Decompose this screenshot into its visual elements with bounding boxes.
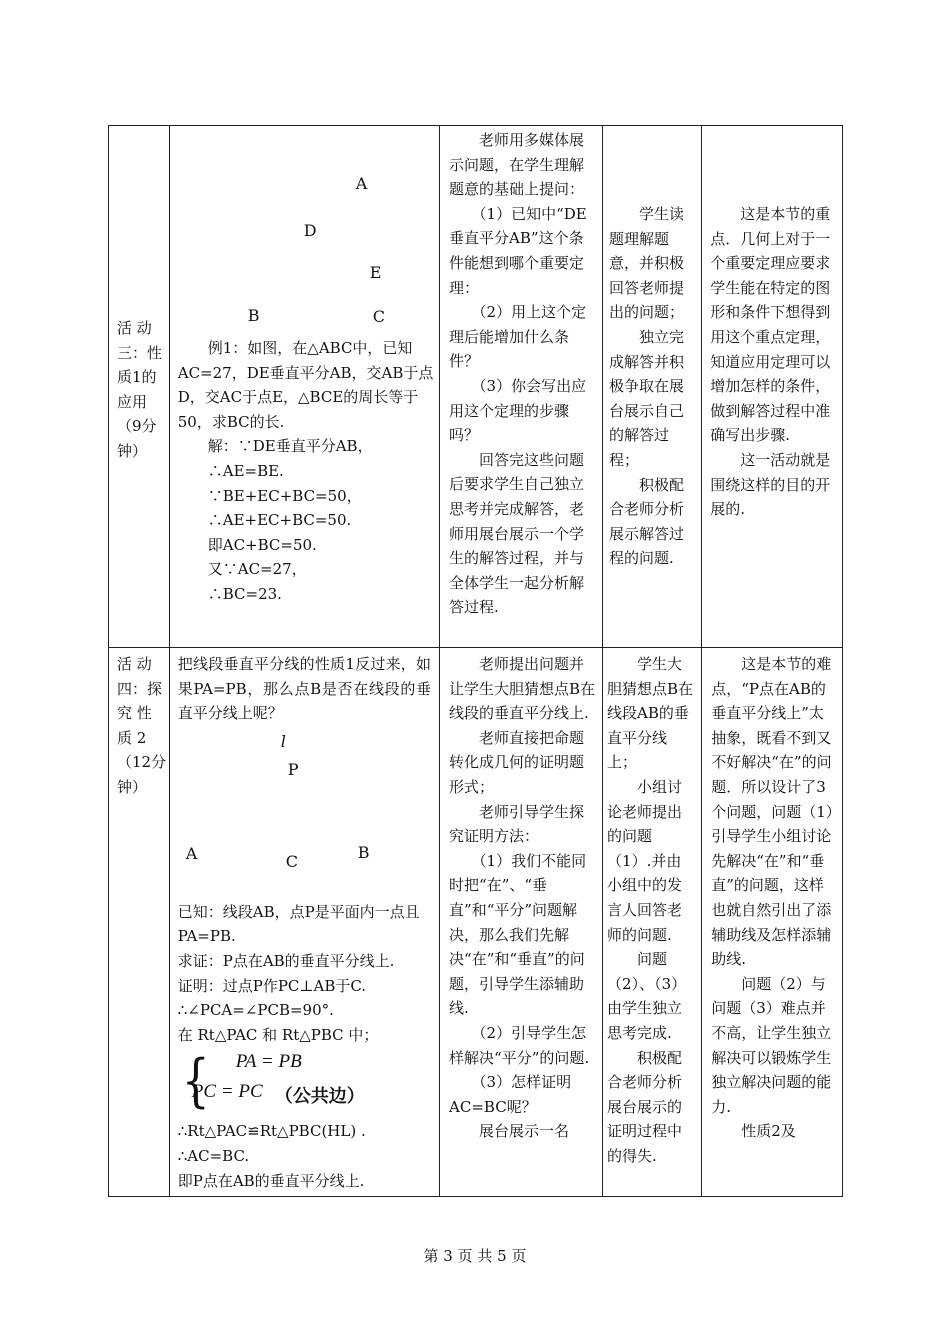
- teacher-cell: [440, 648, 603, 1197]
- content-cell: [169, 126, 439, 648]
- teacher-text: 老师提出问题并让学生大胆猜想点B在线段的垂直平分线上. 老师直接把命题转化成几何的证明题形式； 老师引导学生探究证明方法： （1）我们不能同时把“在”、“垂直”和“平分”问题解决，那么我们先解决“在”和“垂直”的问题，引导学生添辅助线. （2）引导学生怎样解决“平分”的问题. （3）怎样证明AC=BC呢？ 展台展示一名: [449, 655, 596, 1141]
- equation-1: PA = PB: [235, 1051, 302, 1073]
- activity-label: 活 动三：性质1的应用（9分钟）: [117, 319, 163, 460]
- equation-note: （公共边）: [274, 1086, 365, 1108]
- label-e: E: [369, 263, 382, 282]
- teacher-text: 老师用多媒体展示问题，在学生理解题意的基础上提问： （1）已知中“DE垂直平分AB”这个条件能想到哪个重要定理： （2）用上这个定理后能增加什么条件？ （3）你会写出应用这个定理的步骤吗？ 回答完这些问题后要求学生自己独立思考并完成解答，老师用展台展示一个学生的解答过程，并与全体学生一起分析解答过程.: [449, 131, 587, 617]
- proof-top: 已知：线段AB，点P是平面内一点且PA=PB. 求证：P点在AB的垂直平分线上. 证明：过点P作PC⊥AB于C. ∴∠PCA=∠PCB=90°. 在 Rt△PAC 和 Rt△PBC 中；: [177, 902, 420, 1044]
- intent-cell: [702, 126, 843, 648]
- segment-figure: [170, 726, 439, 900]
- label-c: C: [285, 851, 298, 871]
- teacher-cell: [440, 126, 603, 648]
- lesson-plan-table: [108, 125, 843, 1197]
- proof-bottom: ∴Rt△PAC≌Rt△PBC(HL) . ∴AC=BC. 即P点在AB的垂直平分线上.: [177, 1122, 366, 1190]
- activity-label: 活 动四：探究 性质 2（12分钟）: [117, 655, 167, 796]
- label-l: l: [280, 731, 286, 751]
- label-d: D: [303, 221, 317, 240]
- student-cell: [603, 126, 702, 648]
- equation-system: [170, 1047, 439, 1119]
- student-text: 学生读题理解题意，并积极回答老师提出的问题； 独立完成解答并积极争取在展台展示自己的解答过程； 积极配合老师分析展示解答过程的问题.: [609, 205, 685, 568]
- label-p: P: [287, 759, 299, 779]
- intent-cell: [702, 648, 843, 1197]
- label-c: C: [372, 307, 385, 326]
- question-text: 把线段垂直平分线的性质1反过来，如果PA=PB，那么点B是否在线段的垂直平分线上呢？: [177, 655, 432, 723]
- example-text: 例1：如图，在△ABC中，已知AC=27，DE垂直平分AB，交AB于点D，交AC于点E，△BCE的周长等于50，求BC的长. 解：∵DE垂直平分AB， ∴AE=BE. ∵BE+EC+BC=50， ∴AE+EC+BC=50. 即AC+BC=50. 又∵AC=27， ∴BC=23.: [177, 339, 434, 603]
- activity-cell: [109, 126, 170, 648]
- intent-text: 这是本节的重点．几何上对于一个重要定理应要求学生能在特定的图形和条件下想得到用这个重点定理，知道应用定理可以增加怎样的条件，做到解答过程中准确写出步骤. 这一活动就是围绕这样的目的开展的.: [710, 205, 831, 519]
- table-row: [109, 648, 843, 1197]
- label-a: A: [355, 174, 368, 193]
- label-a: A: [185, 843, 198, 863]
- intent-text: 这是本节的难点，“P点在AB的垂直平分线上”太抽象，既看不到又不好解决“在”的问题．所以设计了3个问题，问题（1）引导学生小组讨论先解决“在”和“垂直”的问题，这样也就自然引出了添辅助线及怎样添辅助线. 问题（2）与问题（3）难点并不高，让学生独立解决可以锻炼学生独立解决问题的能力. 性质2及: [711, 655, 834, 1141]
- student-text: 学生大胆猜想点B在线段AB的垂直平分线上； 小组讨论老师提出的问题（1）.并由小组中的发言人回答老师的问题. 问题（2）、（3）由学生独立思考完成. 积极配合老师分析展台展示的证明过程中的得失.: [607, 655, 694, 1165]
- content-cell: [169, 648, 439, 1197]
- equation-2: PC = PC: [191, 1081, 263, 1103]
- brace-icon: {: [181, 1048, 210, 1115]
- activity-cell: [109, 648, 170, 1197]
- triangle-figure: [170, 126, 439, 336]
- table-row: [109, 126, 843, 648]
- page-footer: 第 3 页 共 5 页: [423, 1247, 527, 1265]
- label-b: B: [357, 842, 370, 862]
- student-cell: [603, 648, 702, 1197]
- label-b: B: [247, 306, 260, 325]
